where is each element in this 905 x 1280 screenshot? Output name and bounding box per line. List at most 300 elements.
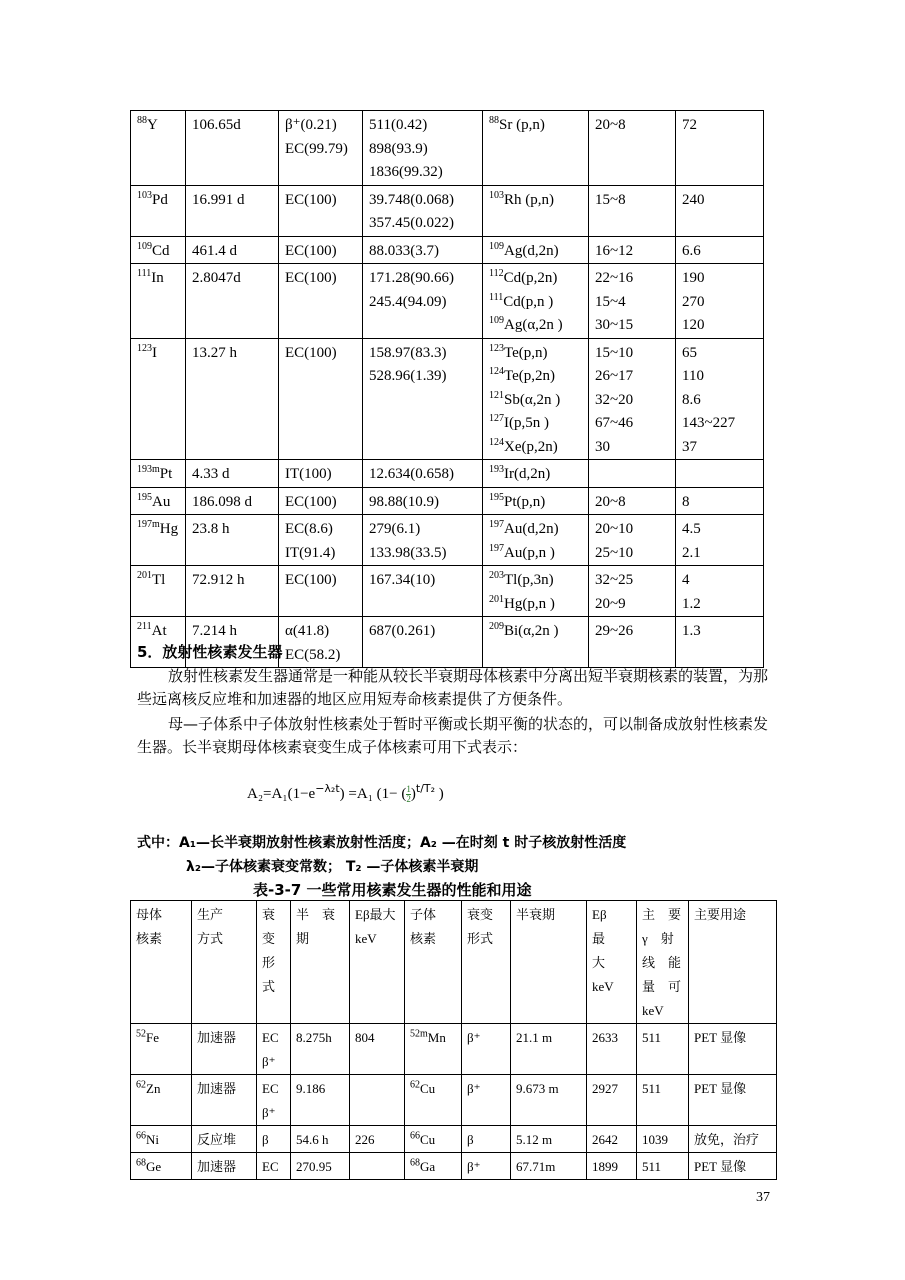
half-life-cell: 54.6 h — [291, 1126, 350, 1153]
header-line: keV — [355, 931, 377, 946]
reaction-mass: 203 — [489, 570, 504, 581]
reaction-line — [489, 189, 582, 213]
header-line: 期 — [296, 931, 310, 946]
parent-symbol: Fe — [146, 1030, 159, 1045]
daughter-decay-cell: β — [462, 1126, 511, 1153]
table-row — [131, 236, 764, 264]
gamma-line: 1836(99.32) — [369, 164, 443, 180]
header-line: 子体 — [410, 907, 437, 922]
reaction-text: Xe(p,2n) — [504, 438, 558, 455]
reaction-text: Rh (p,n) — [504, 191, 554, 208]
daughter-ebeta-cell: 1899 — [587, 1153, 637, 1180]
page-number: 37 — [756, 1190, 770, 1205]
gamma-line: 88.033(3.7) — [369, 242, 439, 259]
half-life-cell: 2.8047d — [186, 264, 279, 339]
nuclide-mass: 109 — [137, 240, 152, 252]
energy-cell — [589, 515, 676, 566]
parent-symbol: Ni — [146, 1132, 159, 1147]
energy-line: 22~16 — [595, 270, 634, 286]
table-row — [131, 338, 764, 460]
reaction-text: Hg(p,n ) — [504, 595, 555, 612]
nuclide-mass: 88 — [137, 115, 147, 126]
ebeta-cell: 226 — [350, 1126, 405, 1153]
decay-cell — [279, 264, 363, 339]
decay-line: EC(100) — [285, 572, 337, 588]
reaction-mass: 111 — [489, 291, 504, 303]
header-line: 形式 — [467, 931, 494, 946]
formula-exponent-2: t/T₂ — [415, 782, 436, 795]
reaction-mass: 197 — [489, 519, 504, 530]
use-cell: PET 显像 — [689, 1075, 777, 1126]
ebeta-cell — [350, 1075, 405, 1126]
yield-line: 8.6 — [682, 391, 701, 408]
half-life-cell: 8.275h — [291, 1024, 350, 1075]
formula-end: ) — [435, 786, 444, 802]
nuclide-properties-table — [130, 110, 764, 668]
half-life-cell: 461.4 d — [186, 236, 279, 264]
reaction-text: Bi(α,2n ) — [504, 623, 559, 639]
header-cell — [131, 901, 192, 1024]
energy-line: 32~20 — [595, 391, 634, 408]
energy-cell — [589, 617, 676, 668]
daughter-symbol: Cu — [420, 1132, 436, 1147]
reaction-line — [489, 569, 582, 593]
table-row — [131, 1126, 777, 1153]
yield-cell — [676, 487, 764, 515]
header-cell — [350, 901, 405, 1024]
energy-line: 30~15 — [595, 317, 634, 333]
decay-cell — [257, 1024, 291, 1075]
decay-line: EC — [262, 1030, 279, 1045]
nuclide-cell — [131, 264, 186, 339]
yield-line: 8 — [682, 493, 690, 510]
header-line: keV — [642, 1003, 664, 1018]
gamma-cell — [363, 185, 483, 236]
daughter-decay-cell: β⁺ — [462, 1153, 511, 1180]
reaction-text: Pt(p,n) — [504, 493, 546, 510]
reaction-cell — [483, 111, 589, 186]
reaction-line — [489, 389, 582, 413]
daughter-ebeta-cell: 2927 — [587, 1075, 637, 1126]
yield-cell — [676, 566, 764, 617]
section-heading: 5．放射性核素发生器 — [137, 643, 283, 661]
header-line: keV — [592, 979, 614, 994]
reaction-line — [489, 620, 582, 644]
nuclide-symbol: Hg — [159, 521, 179, 537]
yield-line: 120 — [682, 317, 705, 333]
reaction-cell — [483, 487, 589, 515]
gamma-line: 39.748(0.068) — [369, 191, 454, 208]
parent-mass: 66 — [136, 1130, 146, 1142]
reaction-text: Ag(α,2n ) — [504, 317, 563, 333]
daughter-cell — [405, 1126, 462, 1153]
generator-table — [130, 900, 777, 1180]
reaction-mass: 201 — [489, 593, 504, 605]
header-cell — [192, 901, 257, 1024]
yield-line: 1.2 — [682, 595, 701, 612]
decay-cell — [279, 617, 363, 668]
reaction-line — [489, 518, 582, 542]
decay-line: β⁺(0.21) — [285, 117, 337, 133]
nuclide-cell — [131, 566, 186, 617]
decay-line: EC(58.2) — [285, 646, 341, 663]
decay-line: IT(91.4) — [285, 544, 336, 561]
yield-cell — [676, 338, 764, 460]
formula-lhs: A₂=A₁(1−e — [247, 786, 316, 802]
daughter-symbol: Ga — [420, 1159, 436, 1174]
reaction-cell — [483, 185, 589, 236]
table-row — [131, 264, 764, 339]
reaction-mass: 195 — [489, 491, 504, 503]
reaction-mass: 193 — [489, 464, 504, 475]
decay-line: EC(100) — [285, 493, 337, 510]
fraction-denominator: 2 — [406, 794, 411, 805]
energy-line: 15~8 — [595, 191, 626, 208]
use-cell: 放免，治疗 — [689, 1126, 777, 1153]
gamma-cell — [363, 236, 483, 264]
nuclide-mass: 103 — [137, 189, 152, 201]
yield-line: 2.1 — [682, 544, 701, 561]
nuclide-symbol: At — [151, 623, 167, 639]
table-row — [131, 185, 764, 236]
daughter-half-life-cell: 9.673 m — [511, 1075, 587, 1126]
nuclide-mass: 211 — [137, 621, 152, 632]
yield-line: 6.6 — [682, 242, 701, 259]
nuclide-symbol: Y — [147, 117, 158, 133]
nuclide-mass: 123 — [137, 342, 152, 354]
paragraph-1: 放射性核素发生器通常是一种能从较长半衰期母体核素中分离出短半衰期核素的装置，为那些远离核反应堆和加速器的地区应用短寿命核素提供了方便条件。 — [137, 667, 769, 708]
energy-cell — [589, 487, 676, 515]
header-line: 半衰期 — [516, 907, 556, 922]
header-line: 量 可 — [642, 979, 682, 994]
decay-formula — [247, 782, 444, 804]
parent-mass: 68 — [136, 1157, 146, 1169]
daughter-mass: 68 — [410, 1157, 420, 1169]
formula-close: ) — [410, 786, 416, 802]
decay-line: EC — [262, 1159, 279, 1174]
formula-legend-1: 式中：A₁—长半衰期放射性核素放射性活度；A₂ —在时刻 t 时子核放射性活度 — [137, 835, 627, 851]
yield-line: 240 — [682, 191, 705, 208]
yield-line: 72 — [682, 117, 697, 133]
yield-line: 270 — [682, 293, 705, 310]
parent-cell — [131, 1024, 192, 1075]
decay-line: EC(100) — [285, 191, 337, 208]
parent-mass: 62 — [136, 1079, 146, 1091]
energy-line: 20~8 — [595, 117, 626, 133]
yield-line: 4 — [682, 572, 690, 588]
gamma-line: 357.45(0.022) — [369, 215, 454, 231]
yield-line: 4.5 — [682, 521, 701, 537]
reaction-line — [489, 542, 582, 566]
half-life-cell: 4.33 d — [186, 460, 279, 488]
gamma-line: 687(0.261) — [369, 623, 436, 639]
energy-cell — [589, 566, 676, 617]
nuclide-symbol: Au — [152, 493, 171, 510]
daughter-symbol: Cu — [420, 1081, 436, 1096]
reaction-cell — [483, 515, 589, 566]
nuclide-symbol: In — [151, 270, 164, 286]
table-row — [131, 1024, 777, 1075]
gamma-line: 158.97(83.3) — [369, 344, 447, 361]
daughter-half-life-cell: 67.71m — [511, 1153, 587, 1180]
energy-line: 32~25 — [595, 572, 634, 588]
gamma-cell — [363, 617, 483, 668]
reaction-text: Cd(p,n ) — [503, 293, 554, 310]
decay-cell — [279, 185, 363, 236]
reaction-mass: 124 — [489, 366, 504, 377]
parent-mass: 52 — [136, 1028, 146, 1040]
fraction-numerator: 1 — [406, 784, 411, 795]
gamma-line: 171.28(90.66) — [369, 270, 454, 286]
decay-line: EC(100) — [285, 270, 337, 286]
reaction-text: Ag(d,2n) — [504, 242, 559, 259]
table-row — [131, 111, 764, 186]
nuclide-symbol: Cd — [152, 242, 170, 259]
nuclide-mass: 201 — [137, 570, 152, 581]
decay-cell — [279, 487, 363, 515]
method-cell: 加速器 — [192, 1075, 257, 1126]
yield-cell — [676, 111, 764, 186]
header-line: 线 能 — [642, 955, 682, 970]
reaction-mass: 209 — [489, 621, 504, 632]
formula-exponent-1: −λ₂t — [315, 782, 340, 795]
half-life-cell: 186.098 d — [186, 487, 279, 515]
nuclide-mass: 197m — [137, 519, 160, 530]
formula-legend-2: λ₂—子体核素衰变常数； T₂ —子体核素半衰期 — [186, 859, 479, 875]
header-line: 形 — [262, 955, 276, 970]
reaction-text: Ir(d,2n) — [504, 466, 551, 482]
nuclide-cell — [131, 487, 186, 515]
reaction-line — [489, 593, 582, 617]
energy-cell — [589, 338, 676, 460]
daughter-decay-cell: β⁺ — [462, 1024, 511, 1075]
reaction-cell — [483, 236, 589, 264]
header-line: 生产 — [197, 907, 224, 922]
reaction-mass: 123 — [489, 342, 504, 354]
paragraph-2: 母—子体系中子体放射性核素处于暂时平衡或长期平衡的状态的，可以制备成放射性核素发生器。长半衰期母体核素衰变生成子体核素可用下式表示： — [137, 715, 769, 756]
method-cell: 加速器 — [192, 1024, 257, 1075]
nuclide-symbol: Tl — [152, 572, 166, 588]
table-row — [131, 460, 764, 488]
daughter-half-life-cell: 21.1 m — [511, 1024, 587, 1075]
reaction-mass: 103 — [489, 189, 504, 201]
header-line: 主要用途 — [694, 907, 747, 922]
nuclide-cell — [131, 515, 186, 566]
yield-cell — [676, 617, 764, 668]
table-row — [131, 1075, 777, 1126]
gamma-cell — [363, 566, 483, 617]
decay-line: EC(8.6) — [285, 521, 333, 537]
header-cell — [405, 901, 462, 1024]
nuclide-cell — [131, 338, 186, 460]
reaction-cell — [483, 566, 589, 617]
method-cell: 反应堆 — [192, 1126, 257, 1153]
reaction-mass: 109 — [489, 315, 504, 326]
parent-cell — [131, 1153, 192, 1180]
reaction-line — [489, 114, 582, 138]
reaction-line — [489, 267, 582, 291]
header-line: 主 要 — [642, 907, 682, 922]
gamma-line: 98.88(10.9) — [369, 493, 439, 510]
header-line: 母体 — [136, 907, 163, 922]
reaction-text: Te(p,n) — [504, 344, 548, 361]
reaction-text: I(p,5n ) — [504, 415, 549, 431]
energy-line: 20~8 — [595, 493, 626, 510]
energy-line: 25~10 — [595, 544, 634, 561]
energy-cell — [589, 460, 676, 488]
reaction-line — [489, 240, 582, 264]
decay-cell — [279, 460, 363, 488]
daughter-cell — [405, 1024, 462, 1075]
gamma-cell — [363, 111, 483, 186]
energy-line: 15~10 — [595, 344, 634, 361]
nuclide-mass: 193m — [137, 464, 160, 475]
reaction-cell — [483, 264, 589, 339]
header-line: Eβ 最 — [592, 907, 620, 946]
reaction-line — [489, 463, 582, 487]
header-cell — [257, 901, 291, 1024]
gamma-line: 12.634(0.658) — [369, 466, 454, 482]
use-cell: PET 显像 — [689, 1024, 777, 1075]
gamma-line: 279(6.1) — [369, 521, 421, 537]
parent-symbol: Ge — [146, 1159, 162, 1174]
daughter-half-life-cell: 5.12 m — [511, 1126, 587, 1153]
header-line: γ 射 — [642, 931, 674, 946]
gamma-cell — [363, 487, 483, 515]
use-cell: PET 显像 — [689, 1153, 777, 1180]
decay-cell — [279, 111, 363, 186]
gamma-energy-cell: 1039 — [637, 1126, 689, 1153]
header-line: 核素 — [136, 931, 163, 946]
table-row — [131, 566, 764, 617]
energy-cell — [589, 185, 676, 236]
decay-line: β⁺ — [262, 1105, 276, 1120]
reaction-line — [489, 314, 582, 338]
yield-line: 65 — [682, 344, 697, 361]
header-line: 变 — [262, 931, 276, 946]
nuclide-cell — [131, 111, 186, 186]
reaction-cell — [483, 460, 589, 488]
gamma-cell — [363, 460, 483, 488]
reaction-line — [489, 436, 582, 460]
nuclide-cell — [131, 460, 186, 488]
reaction-mass: 112 — [489, 268, 504, 279]
gamma-line: 167.34(10) — [369, 572, 436, 588]
decay-line: β — [262, 1132, 269, 1147]
gamma-line: 511(0.42) — [369, 117, 428, 133]
reaction-line — [489, 342, 582, 366]
daughter-ebeta-cell: 2642 — [587, 1126, 637, 1153]
parent-cell — [131, 1126, 192, 1153]
reaction-mass: 109 — [489, 240, 504, 252]
half-life-cell: 16.991 d — [186, 185, 279, 236]
energy-line: 29~26 — [595, 623, 634, 639]
yield-cell — [676, 185, 764, 236]
reaction-line — [489, 365, 582, 389]
header-line: 衰变 — [467, 907, 494, 922]
reaction-text: Au(d,2n) — [504, 521, 559, 537]
gamma-cell — [363, 338, 483, 460]
header-line: 半 衰 — [296, 907, 336, 922]
header-cell — [291, 901, 350, 1024]
half-life-cell: 72.912 h — [186, 566, 279, 617]
decay-line: EC(99.79) — [285, 140, 348, 157]
daughter-cell — [405, 1075, 462, 1126]
reaction-line — [489, 291, 582, 315]
energy-cell — [589, 264, 676, 339]
decay-cell — [279, 566, 363, 617]
decay-line: EC(100) — [285, 242, 337, 259]
decay-line: EC(100) — [285, 344, 337, 361]
daughter-ebeta-cell: 2633 — [587, 1024, 637, 1075]
decay-cell — [279, 515, 363, 566]
gamma-cell — [363, 264, 483, 339]
gamma-energy-cell: 511 — [637, 1075, 689, 1126]
reaction-mass: 124 — [489, 436, 504, 448]
energy-cell — [589, 111, 676, 186]
decay-cell — [279, 338, 363, 460]
nuclide-mass: 195 — [137, 491, 152, 503]
header-cell — [637, 901, 689, 1024]
reaction-text: Te(p,2n) — [504, 368, 556, 384]
gamma-cell — [363, 515, 483, 566]
gamma-line: 528.96(1.39) — [369, 368, 447, 384]
gamma-energy-cell: 511 — [637, 1024, 689, 1075]
energy-line: 20~9 — [595, 595, 626, 612]
energy-line: 67~46 — [595, 415, 634, 431]
yield-line: 190 — [682, 270, 705, 286]
header-row — [131, 901, 777, 1024]
reaction-text: Cd(p,2n) — [503, 270, 558, 286]
reaction-mass: 88 — [489, 115, 499, 126]
header-line: 式 — [262, 979, 276, 994]
yield-line: 110 — [682, 368, 704, 384]
header-cell — [511, 901, 587, 1024]
daughter-decay-cell: β⁺ — [462, 1075, 511, 1126]
yield-cell — [676, 236, 764, 264]
reaction-line — [489, 412, 582, 436]
ebeta-cell — [350, 1153, 405, 1180]
reaction-line — [489, 491, 582, 515]
yield-cell — [676, 460, 764, 488]
gamma-energy-cell: 511 — [637, 1153, 689, 1180]
decay-cell — [279, 236, 363, 264]
header-line: 衰 — [262, 907, 276, 922]
decay-cell — [257, 1126, 291, 1153]
daughter-mass: 52m — [410, 1028, 428, 1040]
nuclide-symbol: Pd — [152, 191, 168, 208]
yield-cell — [676, 515, 764, 566]
nuclide-symbol: I — [152, 344, 157, 361]
reaction-text: Sr (p,n) — [499, 117, 545, 133]
decay-line: IT(100) — [285, 466, 332, 482]
half-life-cell: 270.95 — [291, 1153, 350, 1180]
header-line: 大 — [592, 955, 606, 970]
reaction-mass: 121 — [489, 389, 504, 401]
reaction-cell — [483, 617, 589, 668]
half-life-cell: 7.214 h — [186, 617, 279, 668]
yield-cell — [676, 264, 764, 339]
nuclide-mass: 111 — [137, 268, 152, 279]
reaction-text: Au(p,n ) — [504, 544, 555, 561]
table-row — [131, 1153, 777, 1180]
daughter-mass: 66 — [410, 1130, 420, 1142]
energy-line: 26~17 — [595, 368, 634, 384]
table-row — [131, 515, 764, 566]
header-cell — [587, 901, 637, 1024]
header-line: Eβ最大 — [355, 907, 396, 922]
gamma-line: 133.98(33.5) — [369, 544, 447, 561]
